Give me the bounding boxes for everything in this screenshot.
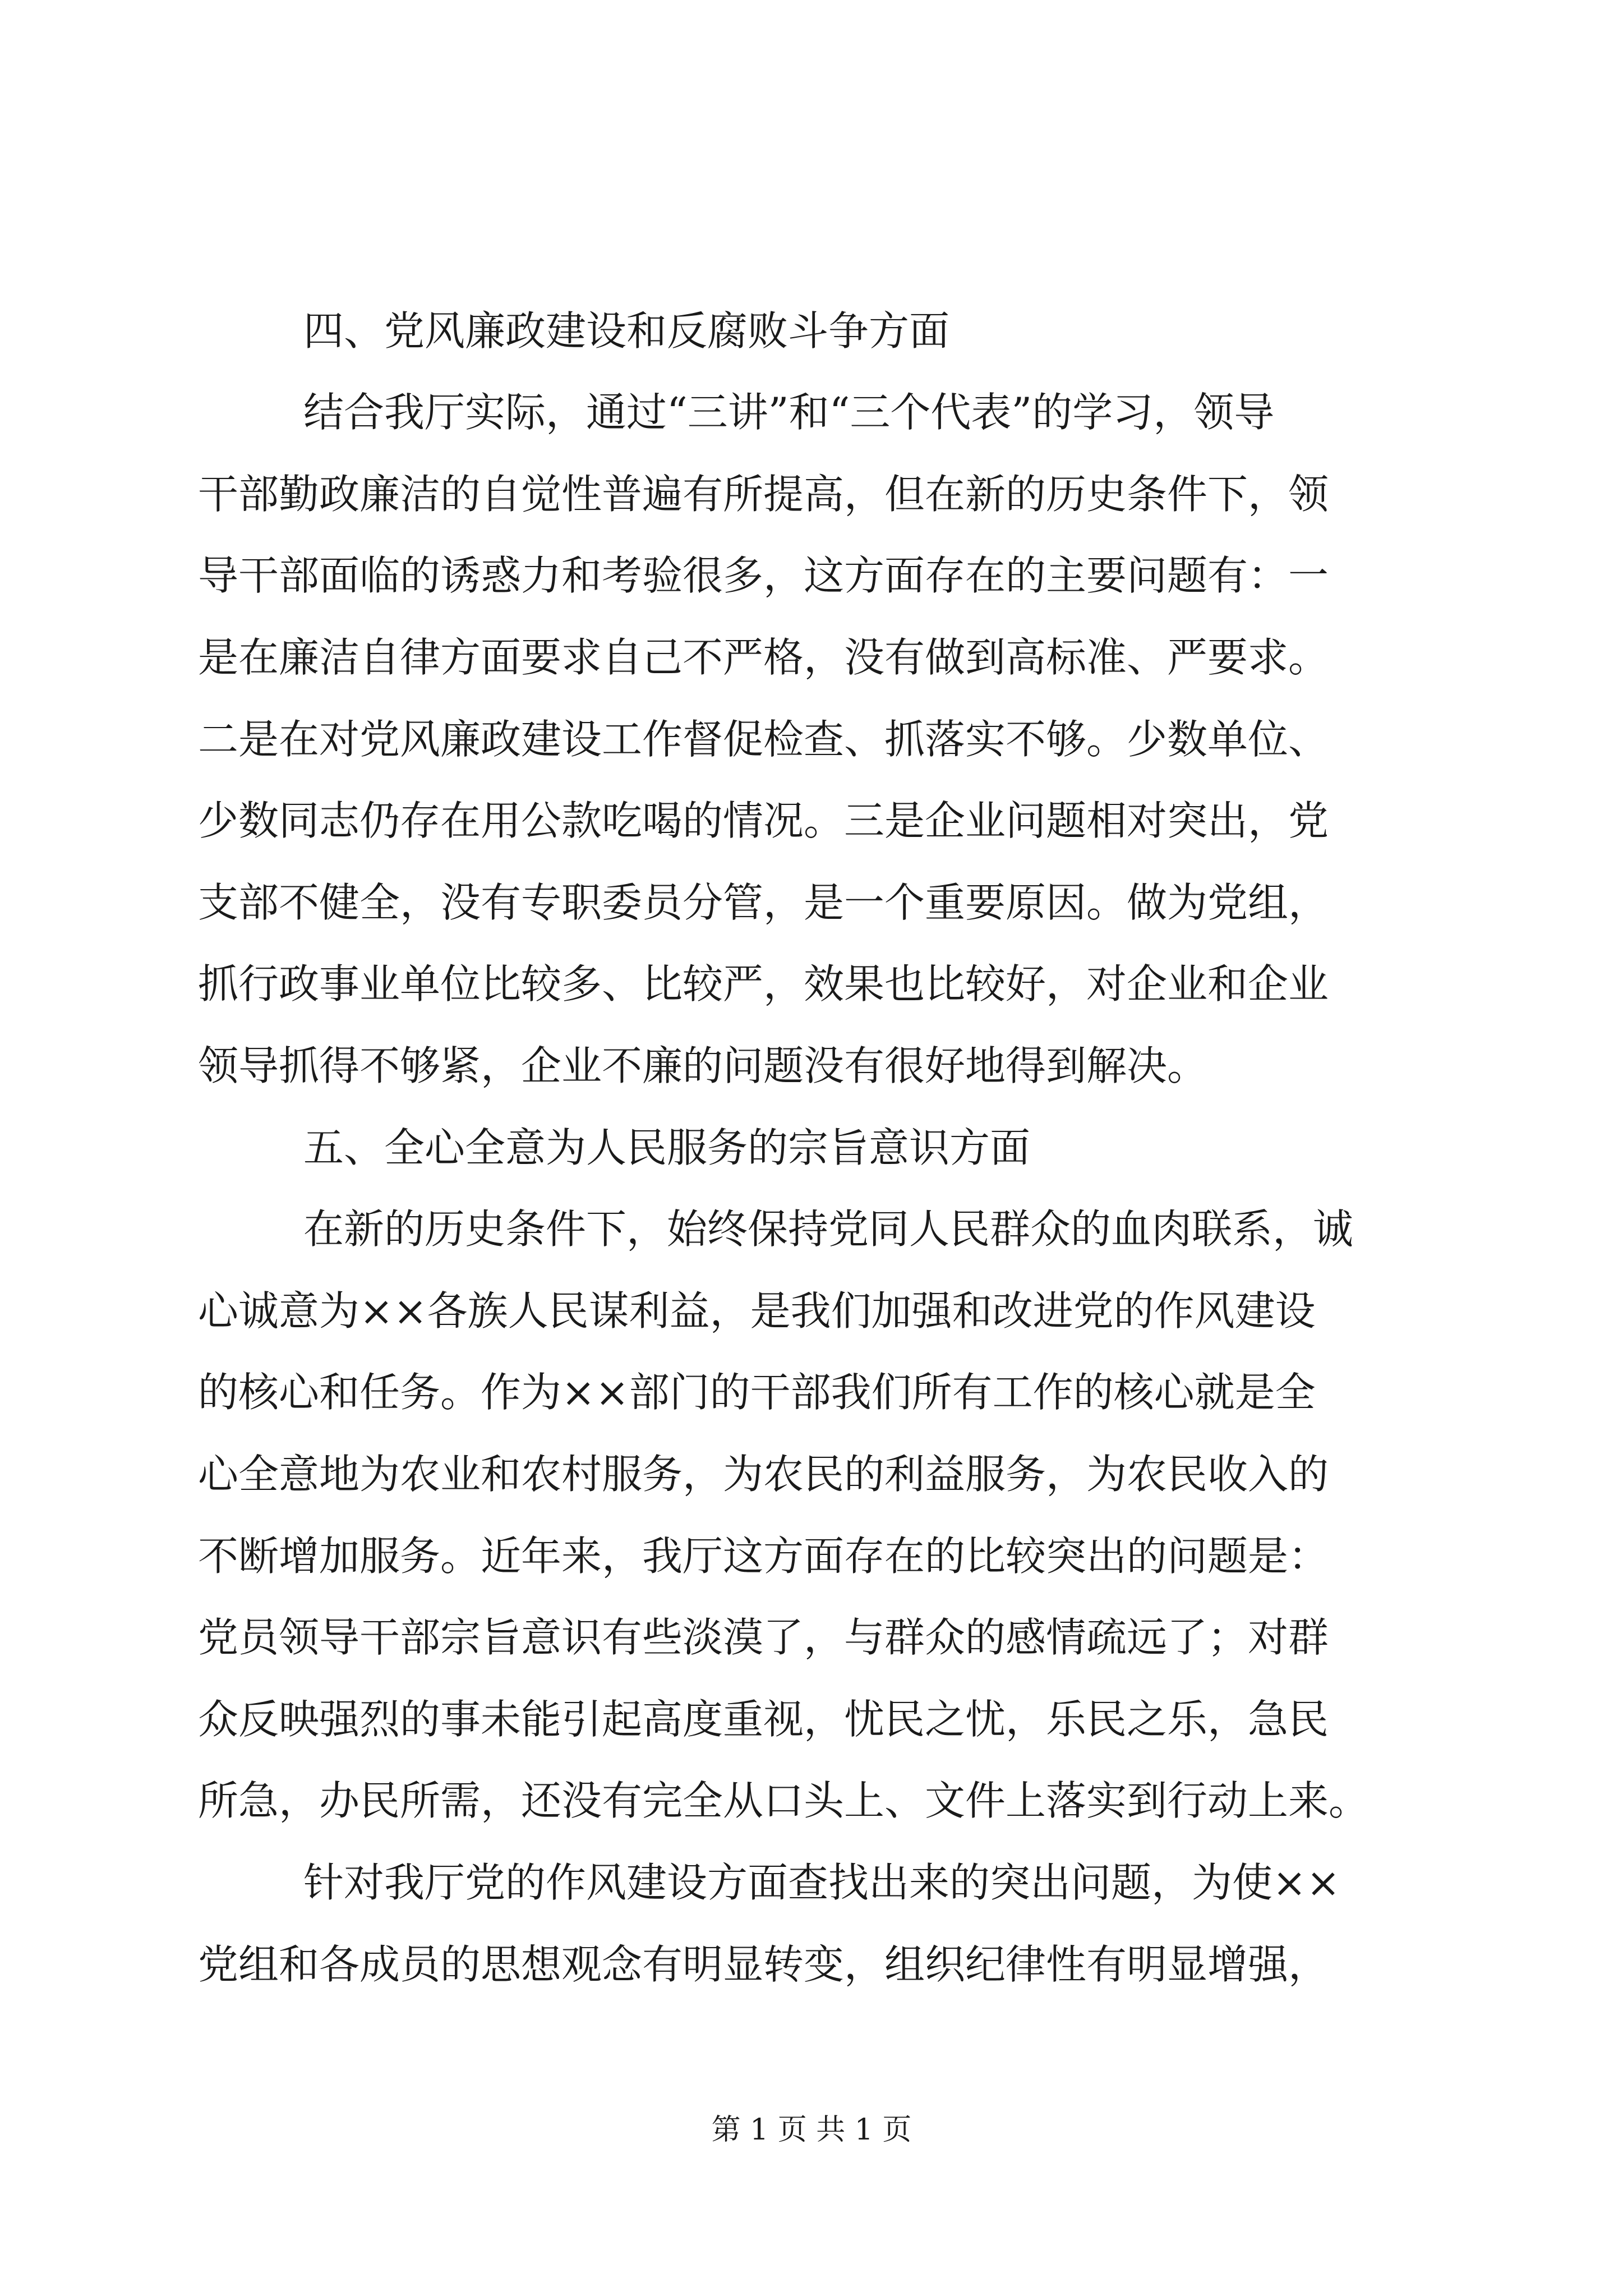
paragraph-line: 心诚意为××各族人民谋利益，是我们加强和改进党的作风建设 xyxy=(198,1287,1316,1335)
paragraph-line: 结合我厅实际，通过“三讲”和“三个代表”的学习，领导 xyxy=(303,389,1275,436)
paragraph-line: 领导抓得不够紧，企业不廉的问题没有很好地得到解决。 xyxy=(198,1042,1208,1089)
section-heading: 四、党风廉政建设和反腐败斗争方面 xyxy=(303,307,950,355)
paragraph-line: 心全意地为农业和农村服务，为农民的利益服务，为农民收入的 xyxy=(198,1451,1329,1498)
paragraph-line: 在新的历史条件下，始终保持党同人民群众的血肉联系，诚 xyxy=(303,1205,1354,1253)
page-footer: 第 1 页 共 1 页 xyxy=(711,2113,912,2147)
section-heading: 五、全心全意为人民服务的宗旨意识方面 xyxy=(303,1124,1031,1171)
paragraph-line: 干部勤政廉洁的自觉性普遍有所提高，但在新的历史条件下，领 xyxy=(198,471,1329,518)
paragraph-line: 不断增加服务。近年来，我厅这方面存在的比较突出的问题是： xyxy=(198,1533,1329,1580)
paragraph-line: 针对我厅党的作风建设方面查找出来的突出问题，为使×× xyxy=(303,1859,1340,1906)
paragraph-line: 二是在对党风廉政建设工作督促检查、抓落实不够。少数单位、 xyxy=(198,716,1329,763)
paragraph-line: 党组和各成员的思想观念有明显转变，组织纪律性有明显增强， xyxy=(198,1941,1329,1988)
paragraph-line: 的核心和任务。作为××部门的干部我们所有工作的核心就是全 xyxy=(198,1369,1316,1416)
paragraph-line: 抓行政事业单位比较多、比较严，效果也比较好，对企业和企业 xyxy=(198,960,1329,1007)
paragraph-line: 党员领导干部宗旨意识有些淡漠了，与群众的感情疏远了；对群 xyxy=(198,1614,1329,1661)
paragraph-line: 支部不健全，没有专职委员分管，是一个重要原因。做为党组， xyxy=(198,879,1329,926)
paragraph-line: 少数同志仍存在用公款吃喝的情况。三是企业问题相对突出，党 xyxy=(198,797,1329,844)
paragraph-line: 所急，办民所需，还没有完全从口头上、文件上落实到行动上来。 xyxy=(198,1777,1370,1824)
paragraph-line: 是在廉洁自律方面要求自己不严格，没有做到高标准、严要求。 xyxy=(198,634,1329,681)
paragraph-line: 导干部面临的诱惑力和考验很多，这方面存在的主要问题有：一 xyxy=(198,552,1329,599)
paragraph-line: 众反映强烈的事未能引起高度重视，忧民之忧，乐民之乐，急民 xyxy=(198,1696,1329,1743)
